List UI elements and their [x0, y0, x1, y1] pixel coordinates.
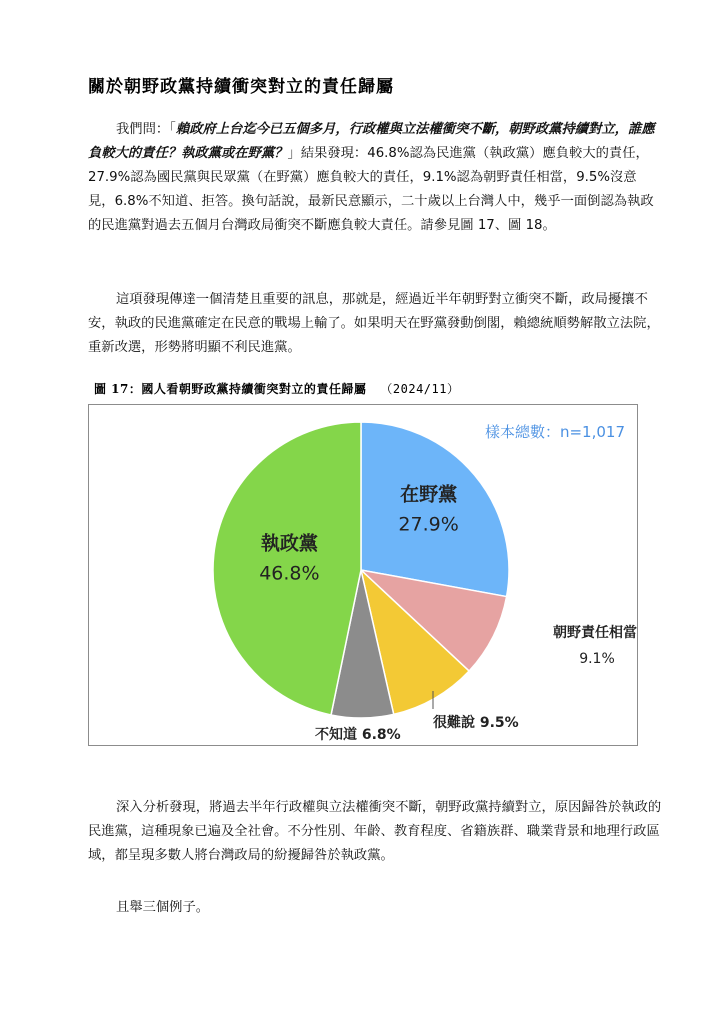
sample-size-note: 樣本總數：n=1,017	[484, 423, 625, 441]
pie-label-name-在野黨: 在野黨	[400, 483, 458, 506]
figure-caption-title: 圖 17：國人看朝野政黨持續衝突對立的責任歸屬	[94, 382, 367, 396]
figure-caption	[94, 380, 459, 397]
paragraph-3: 深入分析發現，將過去半年行政權與立法權衝突不斷，朝野政黨持續對立，原因歸咎於執政的民進黨，這種現象已遍及全社會。不分性別、年齡、教育程度、省籍族群、職業背景和地理行政區域，都呈現多數人將台灣政局的紛擾歸咎於執政黨。	[88, 800, 662, 863]
paragraph-1-lead: 我們問：「	[116, 122, 176, 137]
survey-question: 賴政府上台迄今已五個多月，行政權與立法權衝突不斷，朝野政黨持續對立，誰應負較大的責任？執政黨或在野黨？	[88, 122, 655, 161]
pie-label-value-在野黨: 27.9%	[398, 513, 459, 536]
pie-slices	[213, 422, 509, 718]
page-title: 關於朝野政黨持續衝突對立的責任歸屬	[88, 77, 394, 97]
pie-slice-在野黨	[361, 422, 509, 597]
pie-chart	[89, 405, 637, 745]
paragraph-2: 這項發現傳達一個清楚且重要的訊息，那就是，經過近半年朝野對立衝突不斷，政局擾攘不安，執政的民進黨確定在民意的戰場上輸了。如果明天在野黨發動倒閣，賴總統順勢解散立法院，重新改選，形勢將明顯不利民進黨。	[88, 292, 660, 355]
pie-label-name-朝野責任相當: 朝野責任相當	[553, 625, 637, 641]
pie-label-不知道: 不知道 6.8%	[315, 727, 401, 743]
figure-caption-date: （2024/11）	[380, 382, 460, 396]
pie-label-很難說: 很難說 9.5%	[433, 715, 519, 731]
pie-label-value-朝野責任相當: 9.1%	[579, 651, 615, 667]
paragraph-4: 且舉三個例子。	[116, 900, 210, 915]
paragraph-1-rest: 」結果發現：46.8%認為民進黨（執政黨）應負較大的責任，27.9%認為國民黨與民眾黨（在野黨）應負較大的責任，9.1%認為朝野責任相當，9.5%沒意見，6.8%不知道、拒答。換句話說，最新民意顯示，二十歲以上台灣人中，幾乎一面倒認為執政的民進黨對過去五個月台灣政局衝突不斷應負較大責任。請參見圖 17、圖 18。	[88, 146, 654, 233]
paragraph-1	[88, 118, 663, 238]
pie-label-value-執政黨: 46.8%	[259, 562, 320, 585]
chart-box	[88, 404, 638, 746]
pie-label-name-執政黨: 執政黨	[260, 532, 318, 555]
